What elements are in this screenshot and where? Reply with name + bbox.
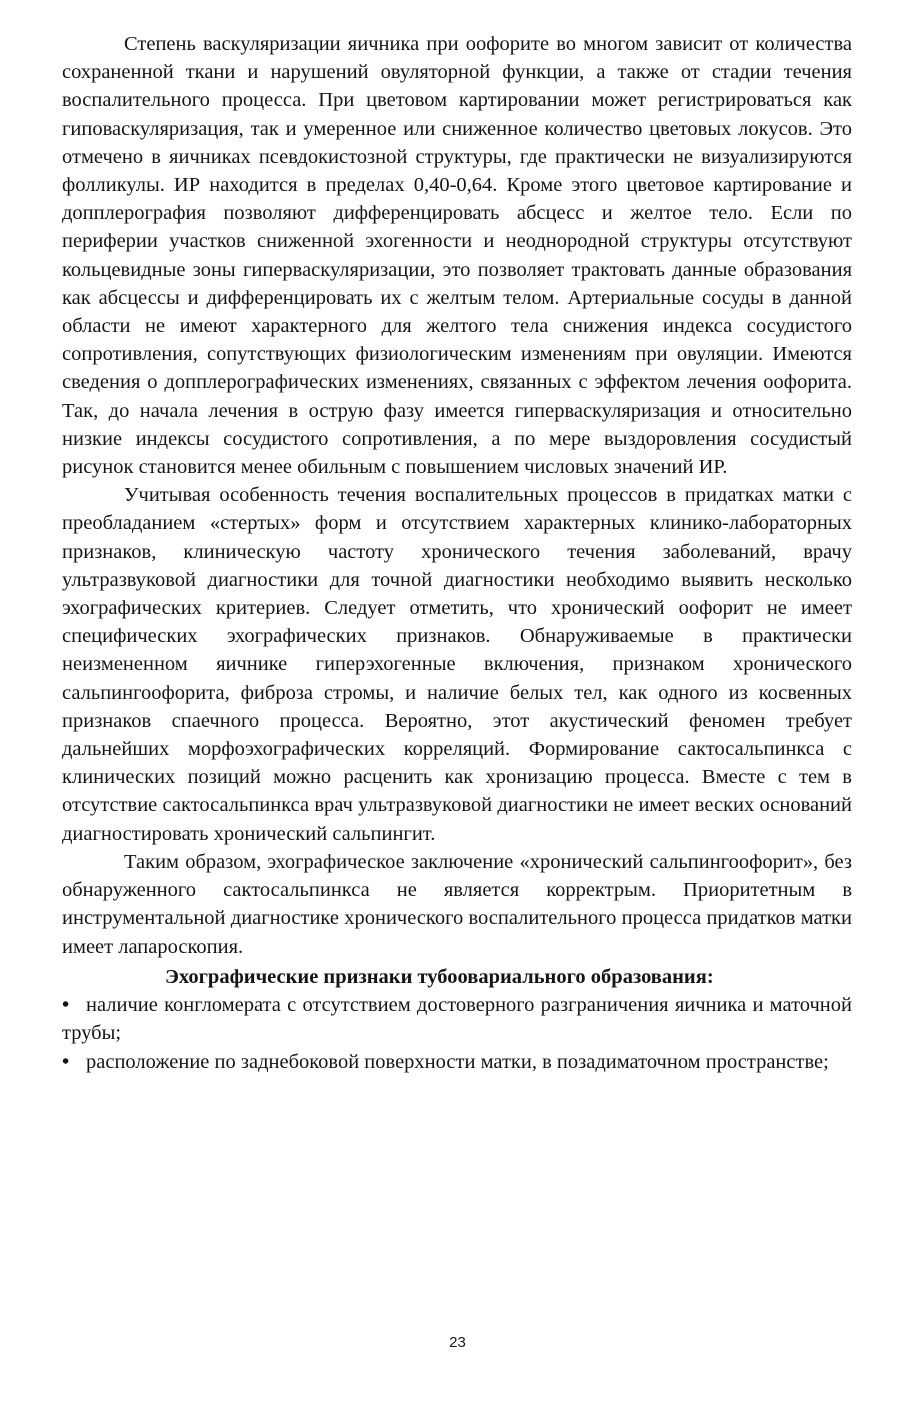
list-item-text: наличие конгломерата с отсутствием достоверного разграничения яичника и маточной трубы; (62, 993, 852, 1045)
list-item (62, 991, 852, 1047)
paragraph-conclusion: Таким образом, эхографическое заключение «хронический сальпингоофорит», без обнаруженного сактосальпинкса не является корректрым. Приоритетным в инструментальной диагностике хронического воспалительного процесса придатков матки имеет лапароскопия. (62, 850, 852, 958)
paragraph-vascularization: Степень васкуляризации яичника при оофорите во многом зависит от количества сохраненной ткани и нарушений овуляторной функции, а также от стадии течения воспалительного процесса. При цветовом картировании может регистрироваться как гиповаскуляризация, так и умеренное или сниженное количество цветовых локусов. Это отмечено в яичниках псевдокистозной структуры, где практически не визуализируются фолликулы. ИР находится в пределах 0,40-0,64. Кроме этого цветовое картирование и допплерография позволяют дифференцировать абсцесс и желтое тело. Если по периферии участков сниженной эхогенности и неоднородной структуры отсутствуют кольцевидные зоны гиперваскуляризации, это позволяет трактовать данные образования как абсцессы и дифференцировать их с желтым телом. Артериальные сосуды в данной области не имеют характерного для желтого тела снижения индекса сосудистого сопротивления, сопутствующих физиологическим изменениям при овуляции. Имеются сведения о допплерографических изменениях, связанных с эффектом лечения оофорита. Так, до начала лечения в острую фазу имеется гиперваскуляризация и относительно низкие индексы сосудистого сопротивления, а по мере выздоровления сосудистый рисунок становится менее обильным с повышением числовых значений ИР. (62, 33, 852, 479)
bullet-icon: • (62, 1051, 70, 1074)
section-heading: Эхографические признаки тубоовариального образования: (165, 965, 714, 988)
criteria-list (62, 991, 852, 1077)
page-body (62, 30, 852, 1078)
page-number: 23 (449, 1334, 466, 1351)
list-item-text: расположение по заднебоковой поверхности матки, в позадиматочном пространстве; (86, 1051, 829, 1074)
bullet-icon: • (62, 993, 70, 1016)
list-item (62, 1048, 852, 1076)
paragraph-chronic-oophoritis: Учитывая особенность течения воспалительных процессов в придатках матки с преобладанием «стертых» форм и отсутствием характерных клинико-лабораторных признаков, клиническую частоту хронического течения заболеваний, врачу ультразвуковой диагностики для точной диагностики необходимо выявить несколько эхографических критериев. Следует отметить, что хронический оофорит не имеет специфических эхографических признаков. Обнаруживаемые в практически неизмененном яичнике гиперэхогенные включения, признаком хронического сальпингоофорита, фиброза стромы, и наличие белых тел, как одного из косвенных признаков спаечного процесса. Вероятно, этот акустический феномен требует дальнейших морфоэхографических корреляций. Формирование сактосальпинкса с клинических позиций можно расценить как хронизацию процесса. Вместе с тем в отсутствие сактосальпинкса врач ультразвуковой диагностики не имеет веских оснований диагностировать хронический сальпингит. (62, 484, 852, 845)
